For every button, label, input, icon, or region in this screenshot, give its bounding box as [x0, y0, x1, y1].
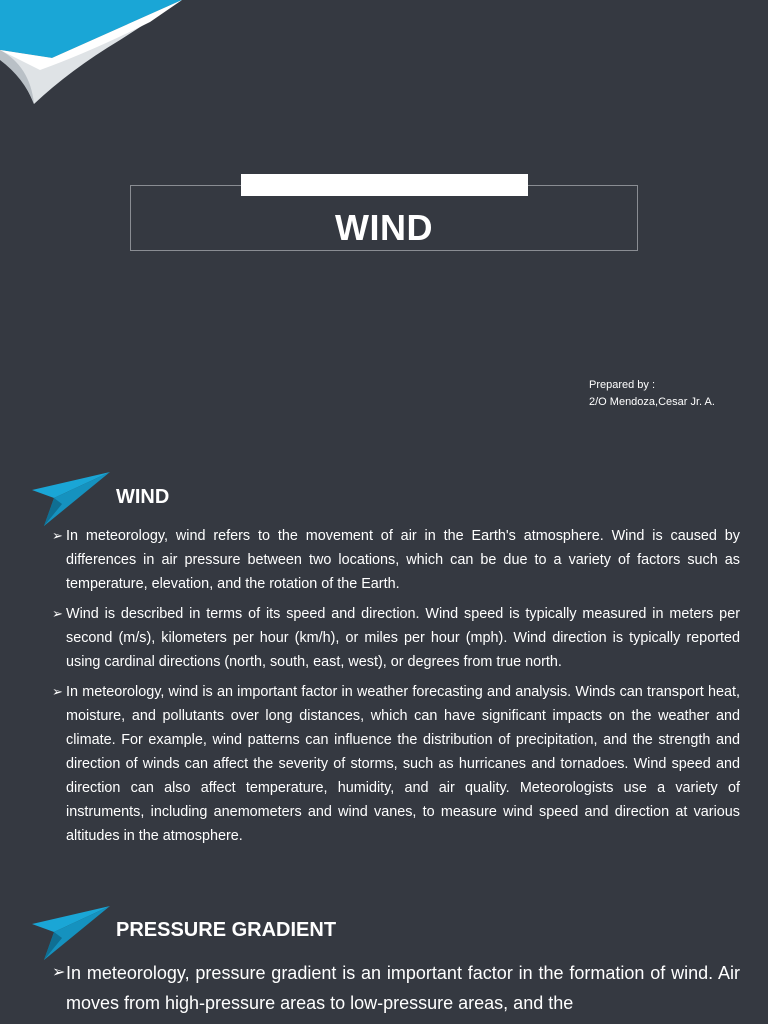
bullet-text: In meteorology, wind refers to the movement of air in the Earth's atmosphere. Wind is caused by differences in air pressure between two locations, which can be due to a variety of factors such as temperature, elevation, and the rotation of the Earth.	[66, 528, 740, 592]
list-item	[50, 958, 740, 1018]
page-curl-decoration	[0, 0, 190, 110]
section-heading-wind: WIND	[116, 486, 170, 508]
bullet-arrow-icon: ➢	[52, 528, 63, 543]
paper-plane-icon	[32, 904, 112, 962]
wind-bullet-list	[50, 524, 740, 854]
title-accent-bar	[241, 174, 528, 196]
list-item	[50, 680, 740, 848]
prepared-by-block	[589, 377, 715, 411]
list-item	[50, 524, 740, 596]
bullet-arrow-icon: ➢	[52, 964, 66, 981]
section-heading-pressure-gradient: PRESSURE GRADIENT	[116, 919, 337, 941]
bullet-text: In meteorology, wind is an important factor in weather forecasting and analysis. Winds can transport heat, moisture, and pollutants over long distances, which can have significant impacts on the weather and climate. For example, wind patterns can influence the distribution of precipitation, and the strength and direction of winds can affect the severity of storms, such as hurricanes and tornadoes. Wind speed and direction can also affect temperature, humidity, and air quality. Meteorologists use a variety of instruments, including anemometers and wind vanes, to measure wind speed and direction at various altitudes in the atmosphere.	[66, 684, 740, 844]
pressure-gradient-bullet-list	[50, 958, 740, 1024]
bullet-text: In meteorology, pressure gradient is an important factor in the formation of wind. Air moves from high-pressure areas to low-pressure areas, and the	[66, 963, 740, 1013]
paper-plane-icon	[32, 470, 112, 528]
bullet-arrow-icon: ➢	[52, 606, 63, 621]
bullet-arrow-icon: ➢	[52, 684, 63, 699]
list-item	[50, 602, 740, 674]
bullet-text: Wind is described in terms of its speed and direction. Wind speed is typically measured in meters per second (m/s), kilometers per hour (km/h), or miles per hour (mph). Wind direction is typically reported using cardinal directions (north, south, east, west), or degrees from true north.	[66, 606, 740, 670]
prepared-by-name: 2/O Mendoza,Cesar Jr. A.	[589, 396, 715, 408]
page-title: WIND	[335, 207, 433, 248]
prepared-by-label: Prepared by :	[589, 379, 656, 391]
